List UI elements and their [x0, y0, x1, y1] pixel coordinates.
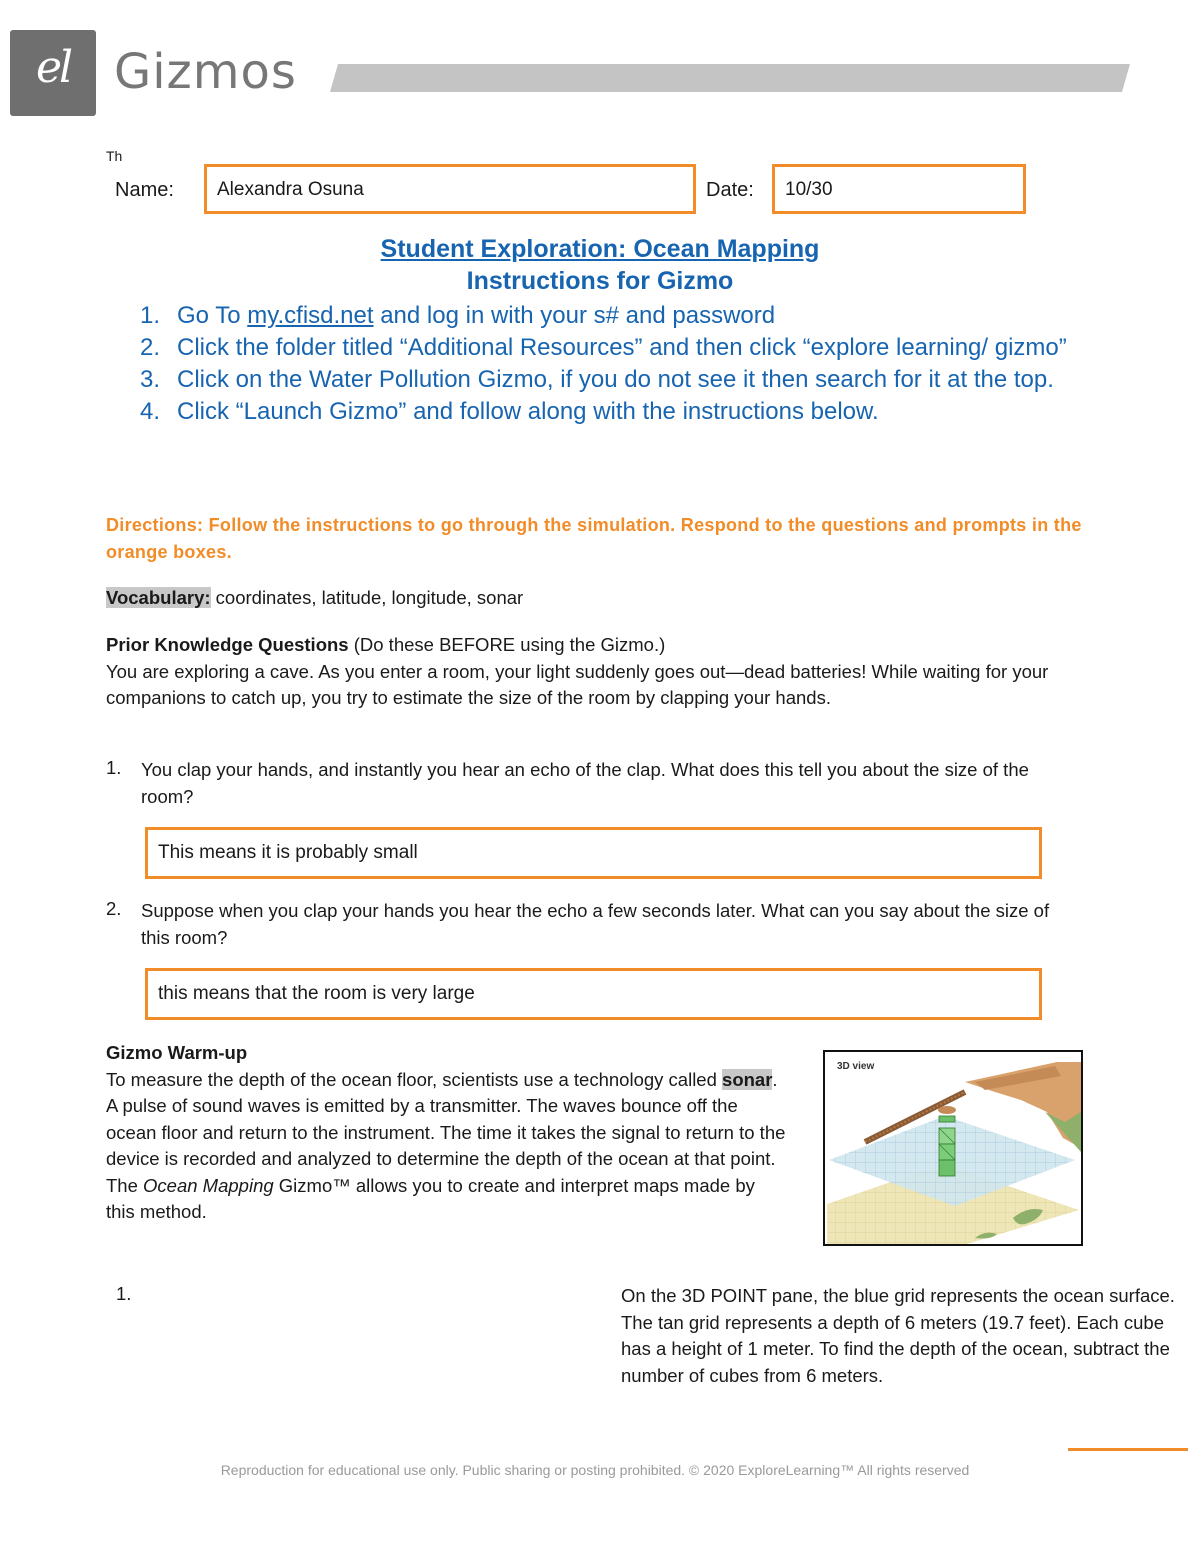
instruction-list	[140, 300, 1100, 428]
vocabulary-label: Vocabulary:	[106, 587, 211, 608]
sonar-term: sonar	[722, 1068, 773, 1090]
question-number: 1.	[106, 757, 122, 778]
date-field[interactable]: 10/30	[772, 164, 1026, 214]
image-label: 3D view	[837, 1061, 875, 1072]
instruction-text: and log in with your s# and password	[373, 302, 776, 329]
directions-text: Directions: Follow the instructions to go through the simulation. Respond to the questions and prompts in the orange boxes.	[106, 515, 1082, 562]
instruction-item	[140, 396, 1100, 428]
cfisd-link[interactable]: my.cfisd.net	[247, 302, 374, 329]
instruction-item	[140, 364, 1100, 396]
instruction-number: 1.	[140, 302, 161, 329]
date-label: Date:	[706, 179, 754, 201]
name-label: Name:	[115, 179, 174, 201]
question-text: Suppose when you clap your hands you hear the echo a few seconds later. What can you say about the size of this room?	[141, 900, 1050, 948]
warmup-text: To measure the depth of the ocean floor, scientists use a technology called	[106, 1068, 723, 1090]
warmup-text: . A pulse of sound waves is emitted by a transmitter. The waves bounce off the ocean floor and return to the instrument. The time it takes the signal to return to the device is recorded and analyzed to determine the depth of the ocean at that point. The	[106, 1068, 786, 1196]
header-bar	[330, 64, 1130, 92]
gizmo-3d-view-image	[823, 1050, 1083, 1246]
warmup-text: Gizmo™ allows you to create and interpret maps made by this method.	[106, 1174, 755, 1222]
warmup-heading: Gizmo Warm-up	[106, 1042, 248, 1063]
instruction-number: 2.	[140, 334, 161, 361]
instruction-item	[140, 300, 1100, 332]
question-number: 2.	[106, 898, 122, 919]
page-title: Student Exploration: Ocean Mapping	[380, 235, 820, 263]
logo-glyph: el	[35, 42, 71, 93]
prior-knowledge-note: (Do these BEFORE using the Gizmo.)	[348, 634, 666, 655]
footer-text: Reproduction for educational use only. Public sharing or posting prohibited. © 2020 ExploreLearning™ All rights reserved	[220, 1462, 970, 1478]
warmup-italic: Ocean Mapping	[143, 1174, 274, 1196]
answer-box[interactable]: This means it is probably small	[145, 827, 1042, 879]
vocabulary-terms: coordinates, latitude, longitude, sonar	[210, 587, 524, 608]
explorelearning-logo	[10, 30, 96, 116]
instruction-text: Click the folder titled “Additional Resources” and then click “explore learning/ gizmo”	[177, 334, 1067, 361]
3d-view-illustration	[825, 1052, 1081, 1244]
prior-knowledge-intro: You are exploring a cave. As you enter a room, your light suddenly goes out—dead batteries! While waiting for your companions to catch up, you try to estimate the size of the room by clapping your hands.	[106, 660, 1049, 708]
step-text: On the 3D POINT pane, the blue grid represents the ocean surface. The tan grid represents a depth of 6 meters (19.7 feet). Each cube has a height of 1 meter. To find the depth of the ocean, subtract the number of cubes from 6 meters.	[621, 1285, 1175, 1386]
vocabulary-line	[106, 585, 1096, 612]
instruction-number: 3.	[140, 366, 161, 393]
answer-box[interactable]: this means that the room is very large	[145, 968, 1042, 1020]
prior-knowledge-section	[106, 632, 1076, 712]
instruction-text: Click “Launch Gizmo” and follow along with the instructions below.	[177, 398, 879, 425]
warmup-section	[106, 1040, 786, 1226]
instruction-text: Click on the Water Pollution Gizmo, if you do not see it then search for it at the top.	[177, 366, 1054, 393]
orange-rule	[1068, 1448, 1188, 1451]
question-text: You clap your hands, and instantly you hear an echo of the clap. What does this tell you about the size of the room?	[141, 759, 1029, 807]
instruction-item	[140, 332, 1100, 364]
warmup-paragraph	[106, 1067, 786, 1226]
step-number: 1.	[116, 1283, 132, 1304]
page-subtitle: Instructions for Gizmo	[466, 267, 734, 295]
corner-text: Th	[106, 148, 123, 164]
instruction-text: Go To	[177, 302, 248, 329]
instruction-number: 4.	[140, 398, 161, 425]
prior-knowledge-heading: Prior Knowledge Questions	[106, 634, 349, 655]
name-field[interactable]: Alexandra Osuna	[204, 164, 696, 214]
brand-name: Gizmos	[114, 44, 297, 100]
